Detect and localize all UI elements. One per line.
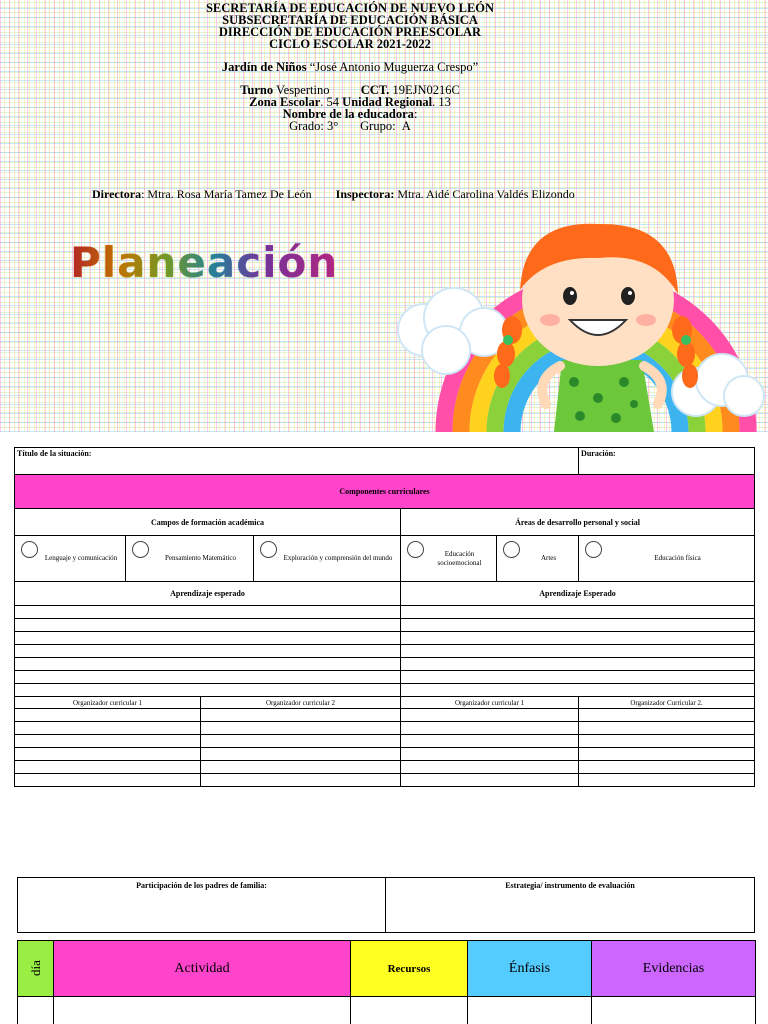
educadora-label: Nombre de la educadora (282, 107, 414, 121)
grupo-label: Grupo: (360, 119, 396, 133)
organizer-cell[interactable] (401, 709, 579, 722)
radio-icon[interactable] (260, 541, 277, 558)
option-pensamiento[interactable] (126, 536, 254, 582)
organizer-cell[interactable] (579, 722, 755, 735)
organizer-cell[interactable] (579, 761, 755, 774)
organizer-cell[interactable] (15, 722, 201, 735)
cover-page (0, 0, 768, 432)
personal-social-areas-header: Áreas de desarrollo personal y social (401, 509, 755, 536)
learning-line[interactable] (401, 658, 755, 671)
resources-column-header: Recursos (351, 941, 468, 997)
option-exploracion[interactable] (254, 536, 401, 582)
organizer-cell[interactable] (401, 735, 579, 748)
grupo-value: A (401, 119, 411, 133)
learning-line[interactable] (401, 684, 755, 697)
unidad-value: . 13 (432, 95, 451, 109)
emphasis-column-header: Énfasis (468, 941, 592, 997)
parents-participation-field[interactable]: Participación de los padres de familia: (18, 878, 386, 933)
organizer-cell[interactable] (201, 735, 401, 748)
organizer-cell[interactable] (15, 735, 201, 748)
radio-icon[interactable] (585, 541, 602, 558)
organizer-cell[interactable] (401, 748, 579, 761)
directora-label: Directora (92, 187, 142, 201)
radio-icon[interactable] (132, 541, 149, 558)
option-label: Pensamiento Matemático (165, 554, 236, 562)
document-header (0, 2, 700, 132)
radio-icon[interactable] (21, 541, 38, 558)
organizer-cell[interactable] (15, 761, 201, 774)
learning-line[interactable] (401, 606, 755, 619)
option-label: Exploración y comprensión del mundo (283, 554, 393, 562)
expected-learning-left-header: Aprendizaje esperado (15, 582, 401, 606)
organizer-cell[interactable] (579, 735, 755, 748)
organizer-cell[interactable] (201, 748, 401, 761)
learning-line[interactable] (401, 645, 755, 658)
school-label: Jardín de Niños (221, 60, 307, 74)
header-line-2: SUBSECRETARÍA DE EDUCACIÓN BÁSICA (222, 13, 478, 27)
day-label: día (27, 960, 43, 976)
academic-fields-header: Campos de formación académica (15, 509, 401, 536)
learning-line[interactable] (15, 645, 401, 658)
option-artes[interactable] (497, 536, 579, 582)
learning-line[interactable] (15, 606, 401, 619)
activity-cell[interactable] (351, 997, 468, 1024)
organizer-2-right-header: Organizador Curricular 2. (579, 697, 755, 709)
activity-cell[interactable] (592, 997, 756, 1024)
evaluation-strategy-field[interactable]: Estrategia/ instrumento de evaluación (386, 878, 755, 933)
activity-cell[interactable] (54, 997, 351, 1024)
organizer-cell[interactable] (401, 761, 579, 774)
option-educacion-fisica[interactable] (579, 536, 755, 582)
activity-column-header: Actividad (54, 941, 351, 997)
organizer-cell[interactable] (579, 774, 755, 787)
radio-icon[interactable] (407, 541, 424, 558)
activity-cell[interactable] (18, 997, 54, 1024)
unidad-label: Unidad Regional (342, 95, 433, 109)
grado-line (0, 120, 700, 132)
learning-line[interactable] (401, 632, 755, 645)
learning-line[interactable] (15, 658, 401, 671)
turno-label: Turno (240, 83, 274, 97)
planning-form (14, 447, 755, 787)
day-column-header (18, 941, 54, 997)
learning-line[interactable] (15, 671, 401, 684)
organizer-cell[interactable] (201, 709, 401, 722)
directora-value: : Mtra. Rosa María Tamez De León (141, 187, 312, 201)
cover-title: Planeación (70, 238, 339, 287)
situation-title-field[interactable]: Título de la situación: (15, 448, 579, 475)
option-label: Educación socioemocional (437, 549, 482, 567)
header-line-4: CICLO ESCOLAR 2021-2022 (269, 37, 431, 51)
grado-label: Grado: (289, 119, 324, 133)
learning-line[interactable] (15, 619, 401, 632)
expected-learning-right-header: Aprendizaje Esperado (401, 582, 755, 606)
organizer-2-left-header: Organizador curricular 2 (201, 697, 401, 709)
zona-value: . 54 (320, 95, 340, 109)
inspectora-value: Mtra. Aidé Carolina Valdés Elizondo (397, 187, 575, 201)
learning-line[interactable] (15, 632, 401, 645)
organizer-cell[interactable] (15, 748, 201, 761)
activity-table (17, 940, 756, 1024)
organizer-1-right-header: Organizador curricular 1 (401, 697, 579, 709)
organizer-cell[interactable] (579, 748, 755, 761)
organizer-cell[interactable] (201, 722, 401, 735)
zona-label: Zona Escolar (249, 95, 321, 109)
turno-value: Vespertino (276, 83, 330, 97)
learning-line[interactable] (15, 684, 401, 697)
organizer-cell[interactable] (401, 722, 579, 735)
cct-value: 19EJN0216C (392, 83, 460, 97)
organizer-cell[interactable] (201, 761, 401, 774)
inspectora-label: Inspectora: (335, 187, 395, 201)
option-lenguaje[interactable] (15, 536, 126, 582)
curricular-components-header: Componentes curriculares (15, 475, 755, 509)
rainbow-girl-illustration (384, 160, 768, 432)
option-label: Lenguaje y comunicación (44, 554, 118, 562)
evaluation-table (17, 877, 755, 933)
activity-cell[interactable] (468, 997, 592, 1024)
option-socioemocional[interactable] (401, 536, 497, 582)
organizer-cell[interactable] (15, 709, 201, 722)
header-line-1: SECRETARÍA DE EDUCACIÓN DE NUEVO LEÓN (205, 1, 495, 15)
header-line-3: DIRECCIÓN DE EDUCACIÓN PREESCOLAR (218, 25, 482, 39)
organizer-cell[interactable] (201, 774, 401, 787)
organizer-cell[interactable] (401, 774, 579, 787)
educadora-value: : (413, 107, 418, 121)
organizer-cell[interactable] (579, 709, 755, 722)
learning-line[interactable] (401, 619, 755, 632)
option-label: Educación física (654, 554, 701, 562)
radio-icon[interactable] (503, 541, 520, 558)
option-label: Artes (540, 554, 557, 562)
cct-label: CCT. (360, 83, 390, 97)
school-name: “José Antonio Muguerza Crespo” (309, 60, 479, 74)
learning-line[interactable] (401, 671, 755, 684)
grado-value: 3° (327, 119, 339, 133)
duration-field[interactable]: Duración: (579, 448, 755, 475)
evidence-column-header: Evidencias (592, 941, 756, 997)
organizer-1-left-header: Organizador curricular 1 (15, 697, 201, 709)
organizer-cell[interactable] (15, 774, 201, 787)
school-line (0, 61, 700, 73)
